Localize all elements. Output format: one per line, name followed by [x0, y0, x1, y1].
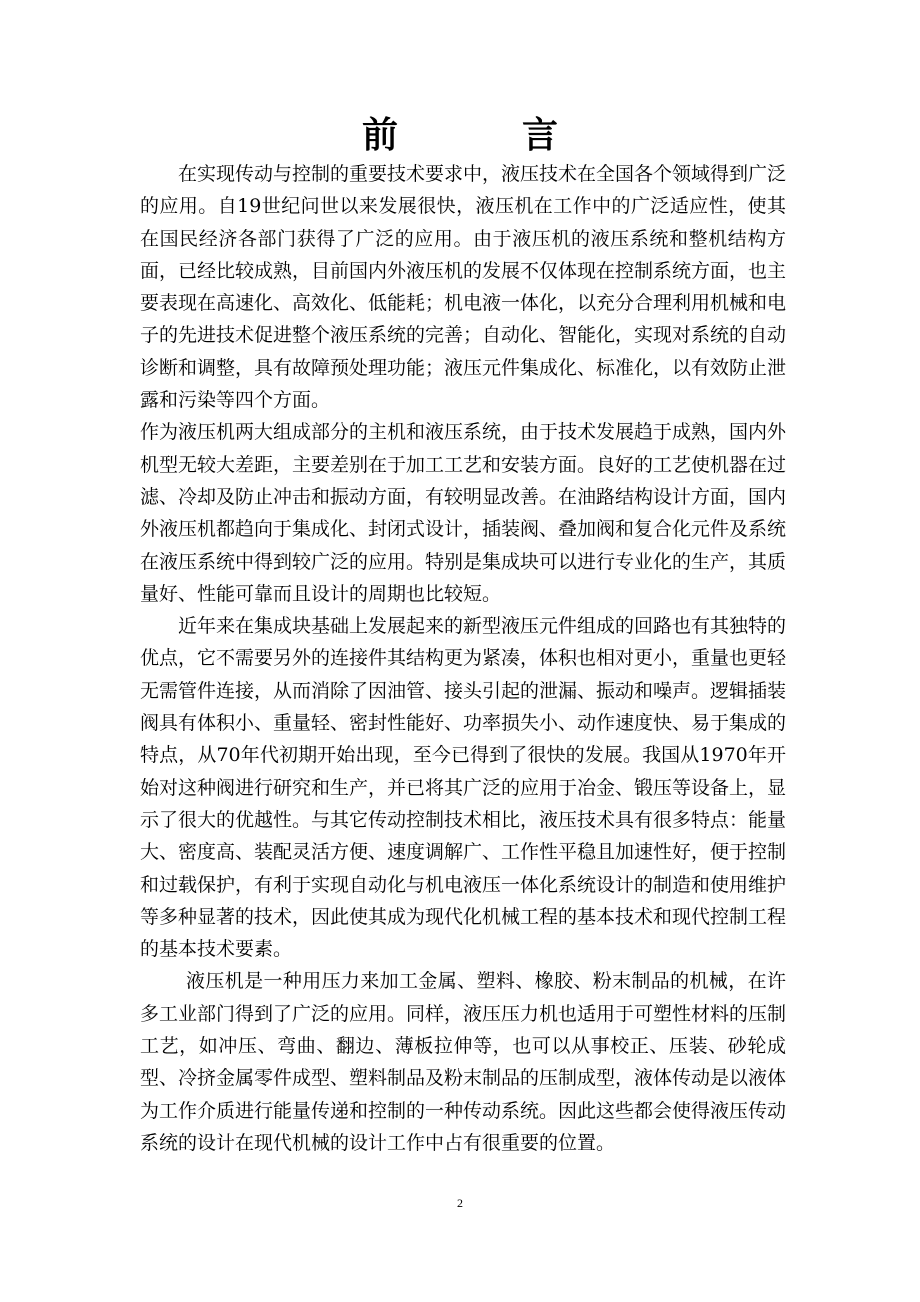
body-text	[140, 158, 786, 1159]
paragraph-2: 作为液压机两大组成部分的主机和液压系统，由于技术发展趋于成熟，国内外机型无较大差距，主要差别在于加工工艺和安装方面。良好的工艺使机器在过滤、冷却及防止冲击和振动方面，有较明显改善。在油路结构设计方面，国内外液压机都趋向于集成化、封闭式设计，插装阀、叠加阀和复合化元件及系统在液压系统中得到较广泛的应用。特别是集成块可以进行专业化的生产，其质量好、性能可靠而且设计的周期也比较短。	[140, 421, 787, 605]
page-title: 前 言	[361, 114, 602, 156]
paragraph-1: 在实现传动与控制的重要技术要求中，液压技术在全国各个领域得到广泛的应用。自19世纪问世以来发展很快，液压机在工作中的广泛适应性，使其在国民经济各部门获得了广泛的应用。由于液压机的液压系统和整机结构方面，已经比较成熟，目前国内外液压机的发展不仅体现在控制系统方面，也主要表现在高速化、高效化、低能耗；机电液一体化，以充分合理利用机械和电子的先进技术促进整个液压系统的完善；自动化、智能化，实现对系统的自动诊断和调整，具有故障预处理功能；液压元件集成化、标准化，以有效防止泄露和污染等四个方面。	[140, 163, 787, 412]
paragraph-4: 液压机是一种用压力来加工金属、塑料、橡胶、粉末制品的机械，在许多工业部门得到了广泛的应用。同样，液压压力机也适用于可塑性材料的压制工艺，如冲压、弯曲、翻边、薄板拉伸等，也可以从事校正、压装、砂轮成型、冷挤金属零件成型、塑料制品及粉末制品的压制成型，液体传动是以液体为工作介质进行能量传递和控制的一种传动系统。因此这些都会使得液压传动系统的设计在现代机械的设计工作中占有很重要的位置。	[140, 970, 787, 1154]
page-number: 2	[457, 1196, 463, 1210]
paragraph-3: 近年来在集成块基础上发展起来的新型液压元件组成的回路也有其独特的优点，它不需要另外的连接件其结构更为紧凑，体积也相对更小，重量也更轻无需管件连接，从而消除了因油管、接头引起的泄漏、振动和噪声。逻辑插装阀具有体积小、重量轻、密封性能好、功率损失小、动作速度快、易于集成的特点，从70年代初期开始出现，至今已得到了很快的发展。我国从1970年开始对这种阀进行研究和生产，并已将其广泛的应用于冶金、锻压等设备上，显示了很大的优越性。与其它传动控制技术相比，液压技术具有很多特点：能量大、密度高、装配灵活方便、速度调解广、工作性平稳且加速性好，便于控制和过载保护，有利于实现自动化与机电液压一体化系统设计的制造和使用维护等多种显著的技术，因此使其成为现代化机械工程的基本技术和现代控制工程的基本技术要素。	[140, 615, 787, 961]
